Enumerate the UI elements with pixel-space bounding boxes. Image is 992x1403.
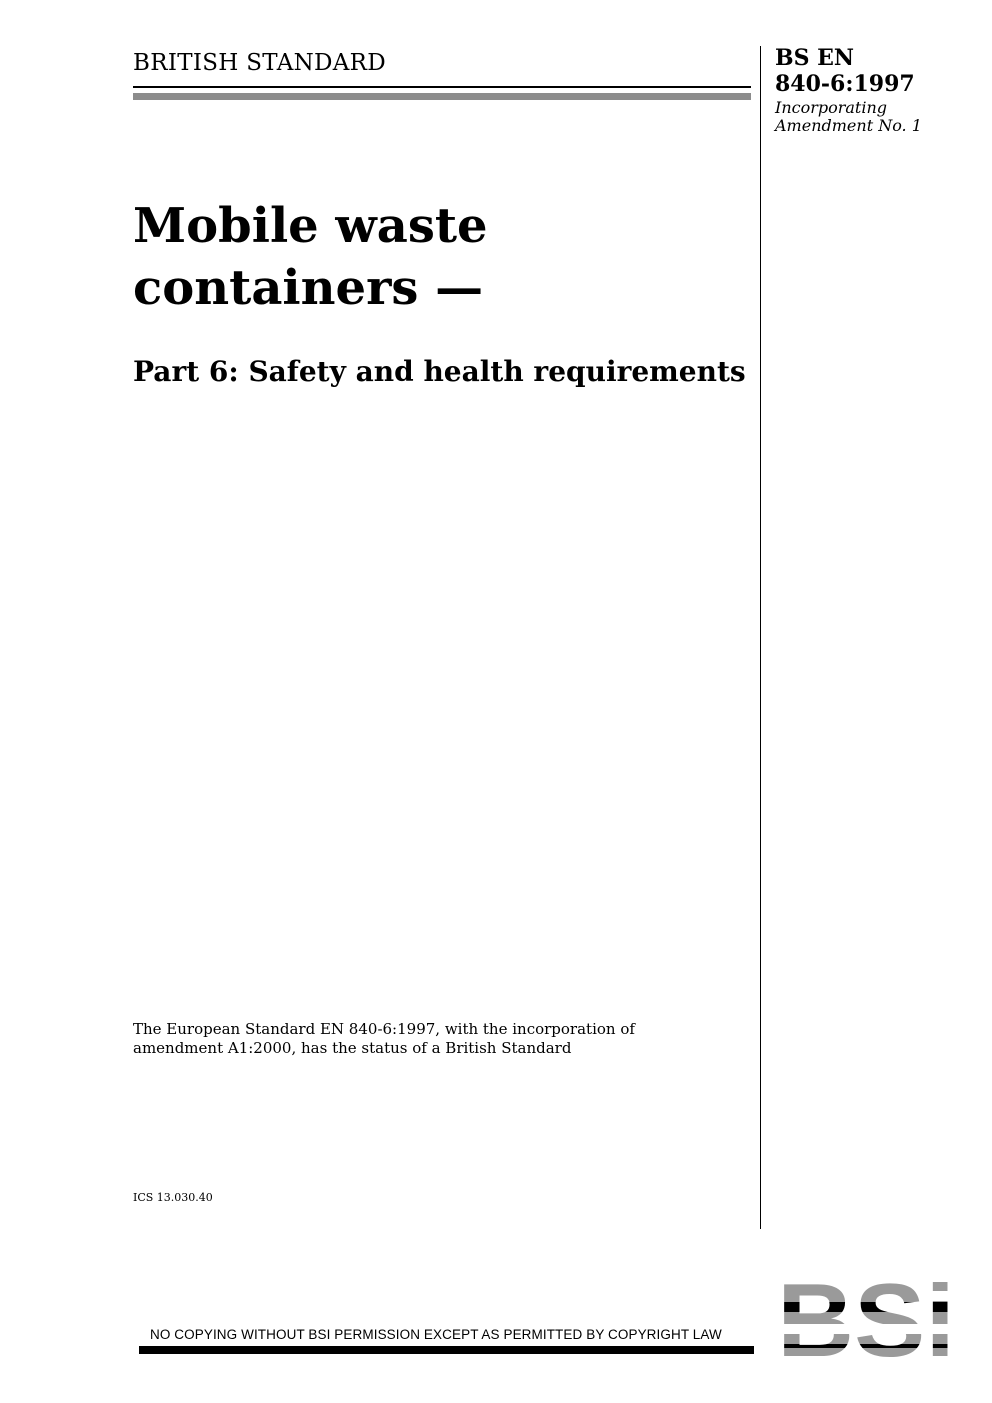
standard-type-label: BRITISH STANDARD	[133, 50, 387, 76]
amendment-line2: Amendment No. 1	[775, 116, 922, 135]
document-title-line2: containers —	[133, 260, 484, 316]
bsi-logo-icon	[779, 1276, 955, 1358]
document-subtitle: Part 6: Safety and health requirements	[133, 355, 746, 388]
standard-number-line2: 840-6:1997	[775, 71, 915, 97]
header-rule-thick	[133, 93, 751, 100]
status-statement-line2: amendment A1:2000, has the status of a British Standard	[133, 1039, 572, 1057]
document-title-line1: Mobile waste	[133, 198, 488, 254]
status-statement-line1: The European Standard EN 840-6:1997, with the incorporation of	[133, 1020, 635, 1038]
amendment-line1: Incorporating	[775, 98, 888, 117]
footer-rule	[139, 1346, 754, 1354]
copyright-notice: NO COPYING WITHOUT BSI PERMISSION EXCEPT AS PERMITTED BY COPYRIGHT LAW	[150, 1327, 722, 1342]
standard-number-line1: BS EN	[775, 45, 855, 71]
header-rule-thin	[133, 86, 751, 88]
ics-code: ICS 13.030.40	[133, 1191, 213, 1204]
vertical-divider	[760, 46, 761, 1229]
